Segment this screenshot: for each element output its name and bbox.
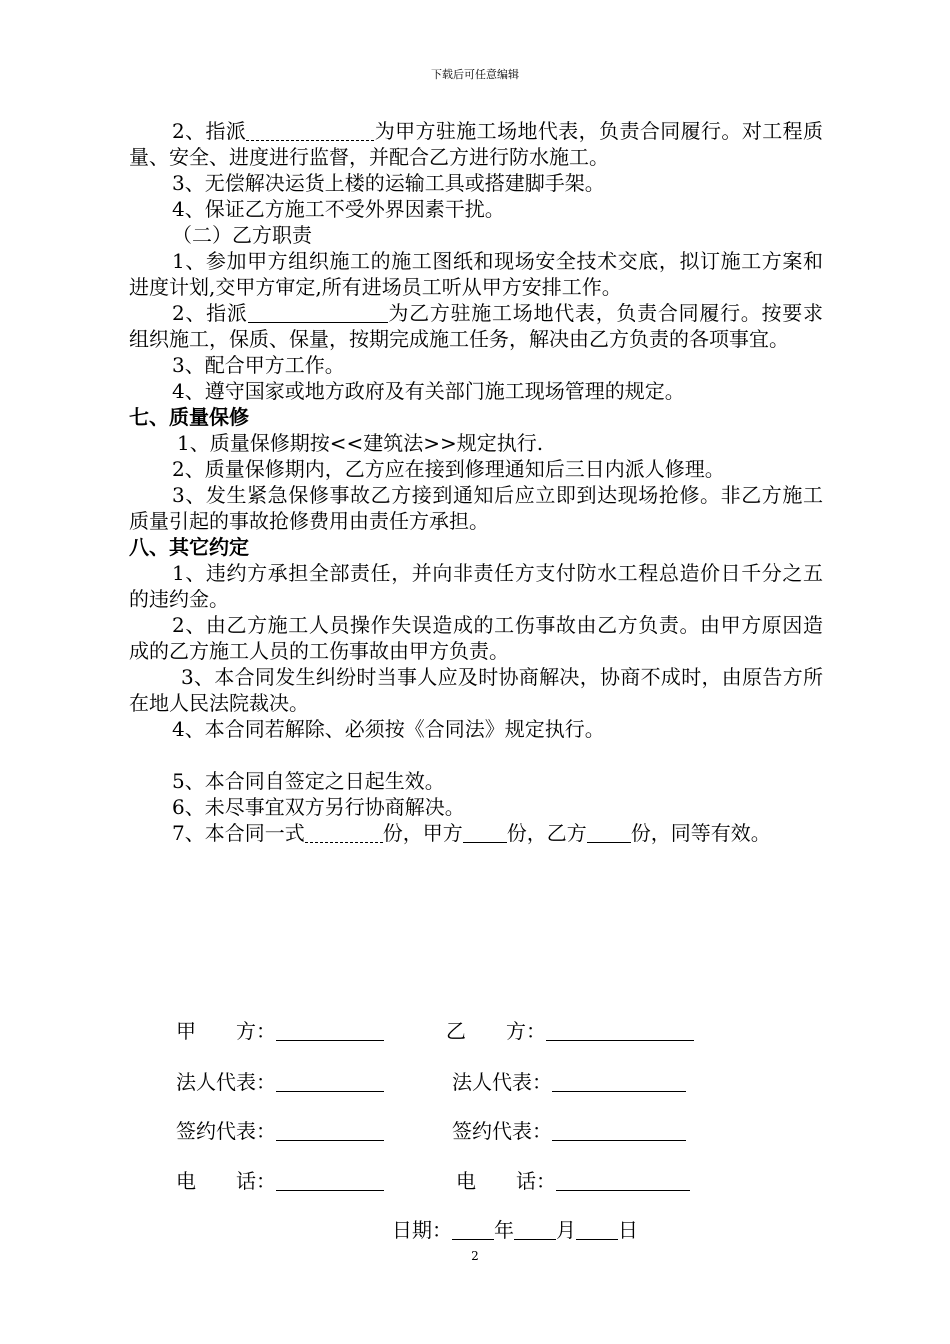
label: 乙 方：: [446, 1019, 546, 1043]
label: 甲 方：: [176, 1019, 276, 1043]
paragraph: [129, 118, 823, 170]
paragraph: 4、遵守国家或地方政府及有关部门施工现场管理的规定。: [172, 379, 685, 403]
text: 份，同等有效。: [630, 821, 771, 845]
section-heading: 七、质量保修: [129, 405, 249, 429]
sign-rep-b-field[interactable]: [552, 1120, 686, 1141]
paragraph: 4、本合同若解除、必须按《合同法》规定执行。: [172, 717, 605, 741]
paragraph: 4、保证乙方施工不受外界因素干扰。: [172, 197, 505, 221]
text: 2、指派: [172, 119, 247, 143]
label: 电 话：: [456, 1169, 556, 1193]
paragraph: 5、本合同自签定之日起生效。: [172, 769, 445, 793]
text: 7、本合同一式: [172, 821, 305, 845]
signature-party-a: [176, 1018, 384, 1044]
signature-date: [392, 1217, 638, 1243]
label: 日: [618, 1218, 638, 1242]
day-field[interactable]: [576, 1219, 618, 1240]
header-note: 下载后可任意编辑: [431, 68, 519, 81]
signature-sign-rep-a: [176, 1118, 384, 1144]
blank-field[interactable]: [246, 120, 374, 141]
signature-phone-a: [176, 1168, 384, 1194]
label: 签约代表：: [176, 1119, 276, 1143]
paragraph: 3、本合同发生纠纷时当事人应及时协商解决，协商不成时，由原告方所在地人民法院裁决。: [129, 665, 823, 715]
paragraph: 1、违约方承担全部责任，并向非责任方支付防水工程总造价日千分之五的违约金。: [129, 561, 823, 611]
signature-legal-rep-a: [176, 1069, 384, 1095]
legal-rep-a-field[interactable]: [276, 1071, 384, 1092]
page-number: 2: [471, 1249, 479, 1263]
party-b-field[interactable]: [546, 1020, 694, 1041]
label: 签约代表：: [452, 1119, 552, 1143]
legal-rep-b-field[interactable]: [552, 1071, 686, 1092]
text: 为甲方驻施工场地代表，负责合同履行。对工程质量、安全、进度进行监督，并配合乙方进行防水施工。: [129, 119, 823, 169]
phone-a-field[interactable]: [276, 1170, 384, 1191]
label: 年: [494, 1218, 514, 1242]
paragraph: [129, 820, 823, 846]
phone-b-field[interactable]: [556, 1170, 690, 1191]
section-heading: 八、其它约定: [129, 535, 249, 559]
paragraph: 3、无偿解决运货上楼的运输工具或搭建脚手架。: [172, 171, 605, 195]
paragraph: 6、未尽事宜双方另行协商解决。: [172, 795, 465, 819]
sign-rep-a-field[interactable]: [276, 1120, 384, 1141]
blank-field[interactable]: [463, 822, 507, 843]
contract-body: [129, 118, 823, 846]
month-field[interactable]: [514, 1219, 556, 1240]
blank-field[interactable]: [305, 822, 383, 843]
party-a-field[interactable]: [276, 1020, 384, 1041]
text: 份，甲方: [382, 821, 463, 845]
paragraph: 1、质量保修期按<<建筑法>>规定执行.: [177, 431, 544, 455]
subheading: （二）乙方职责: [172, 223, 312, 247]
signature-legal-rep-b: [452, 1069, 686, 1095]
year-field[interactable]: [452, 1219, 494, 1240]
paragraph: 2、质量保修期内，乙方应在接到修理通知后三日内派人修理。: [172, 457, 725, 481]
blank-field[interactable]: [587, 822, 631, 843]
paragraph: 2、由乙方施工人员操作失误造成的工伤事故由乙方负责。由甲方原因造成的乙方施工人员的工伤事故由甲方负责。: [129, 613, 823, 663]
text: 2、指派: [172, 301, 248, 325]
paragraph: 3、发生紧急保修事故乙方接到通知后应立即到达现场抢修。非乙方施工质量引起的事故抢修费用由责任方承担。: [129, 483, 823, 533]
paragraph: 1、参加甲方组织施工的施工图纸和现场安全技术交底，拟订施工方案和进度计划,交甲方审定,所有进场员工听从甲方安排工作。: [129, 249, 823, 299]
signature-sign-rep-b: [452, 1118, 686, 1144]
spacer: [129, 742, 823, 768]
label: 法人代表：: [176, 1070, 276, 1094]
label: 电 话：: [176, 1169, 276, 1193]
blank-field[interactable]: [248, 302, 388, 323]
signature-phone-b: [456, 1168, 690, 1194]
label: 法人代表：: [452, 1070, 552, 1094]
text: 份，乙方: [506, 821, 587, 845]
paragraph: 3、配合甲方工作。: [172, 353, 345, 377]
text: 为乙方驻施工场地代表，负责合同履行。按要求组织施工，保质、保量，按期完成施工任务，解决由乙方负责的各项事宜。: [129, 301, 823, 351]
label: 日期：: [392, 1218, 452, 1242]
label: 月: [556, 1218, 576, 1242]
paragraph: [129, 300, 823, 352]
signature-party-b: [446, 1018, 694, 1044]
